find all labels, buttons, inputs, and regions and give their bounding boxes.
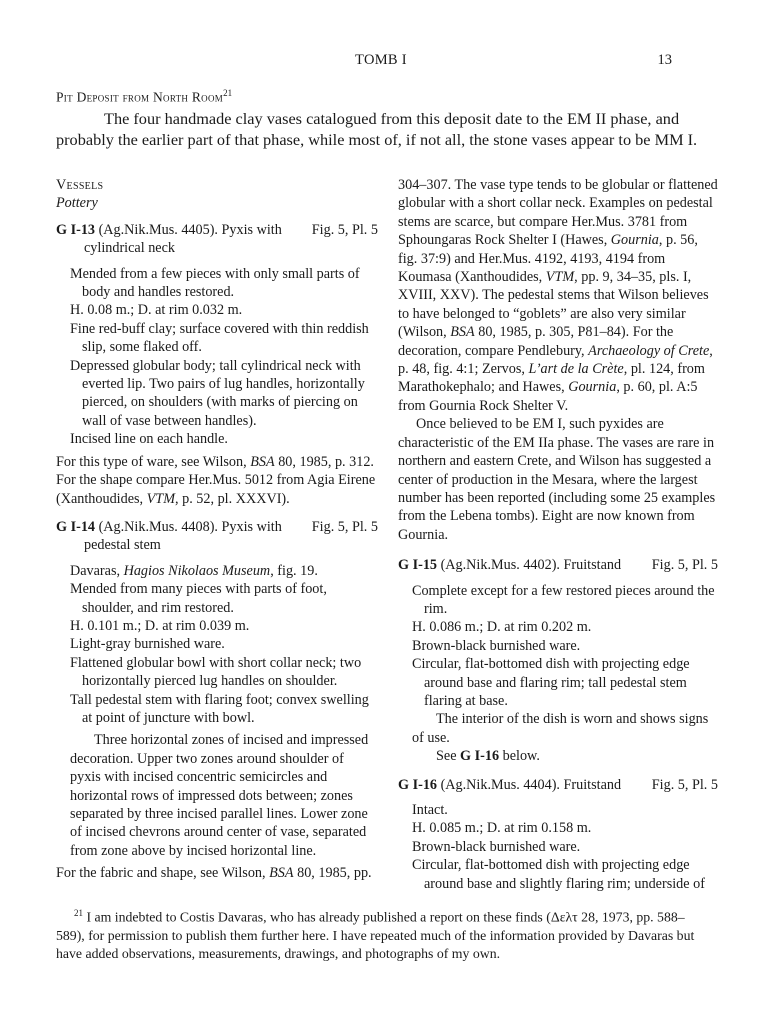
description-line: Mended from many pieces with parts of foot, shoulder, and rim restored. (70, 581, 327, 616)
museum-number: (Ag.Nik.Mus. 4404). (440, 776, 560, 793)
catalog-description (56, 562, 378, 861)
catalog-description (398, 801, 718, 893)
vase-name: Pyxis with pedestal stem (84, 518, 282, 554)
catalog-description (56, 265, 378, 449)
see-also-line: See G I-16 below. (436, 748, 540, 765)
catalog-id: G I-16 (398, 776, 438, 793)
description-line: Flattened globular bowl with short collar neck; two horizontally pierced lug handles on shoulder. (70, 654, 362, 690)
catalog-id: G I-14 (56, 518, 96, 535)
museum-number: (Ag.Nik.Mus. 4402). (440, 557, 560, 574)
commentary-paragraph: For this type of ware, see Wilson, BSA 80, 1985, p. 312. For the shape compare Her.Mus. 5012 from Agia Eirene (Xanthoudides, VTM, p. 52, pl. XXXVI). (56, 453, 376, 507)
commentary-paragraph: For the fabric and shape, see Wilson, BSA 80, 1985, pp. (56, 865, 372, 882)
figure-reference: Fig. 5, Pl. 5 (311, 221, 378, 238)
description-line: Tall pedestal stem with flaring foot; convex swelling at point of juncture with bowl. (70, 691, 369, 726)
description-line: Depressed globular body; tall cylindrical neck with everted lip. Two pairs of lug handles, horizontally pierced, on shoulders (with marks of piercing on wall of vase between handles). (70, 357, 365, 429)
description-line: Complete except for a few restored pieces around the rim. (412, 582, 715, 617)
description-line: H. 0.086 m.; D. at rim 0.202 m. (412, 619, 592, 636)
catalog-description (398, 582, 718, 766)
description-line: Brown-black burnished ware. (412, 838, 581, 855)
running-head: TOMB I (355, 52, 407, 68)
vase-name: Fruitstand (563, 557, 622, 574)
figure-reference: Fig. 5, Pl. 5 (311, 518, 378, 535)
footnote-number: 21 (74, 908, 83, 918)
description-line: Circular, flat-bottomed dish with projecting edge around base and flaring rim; tall pedestal stem flaring at base. (412, 656, 690, 709)
description-line: Incised line on each handle. (70, 431, 228, 448)
catalog-entry-header (56, 518, 378, 555)
description-line: H. 0.101 m.; D. at rim 0.039 m. (70, 617, 250, 634)
publication-line: Davaras, Hagios Nikolaos Museum, fig. 19. (70, 562, 318, 579)
description-line: H. 0.085 m.; D. at rim 0.158 m. (412, 820, 592, 837)
museum-number: (Ag.Nik.Mus. 4408). (98, 518, 218, 535)
footnote-text: I am indebted to Costis Davaras, who has already published a report on these finds (Δελτ 28, 1973, pp. 588–589), for permission to publish them further here. I have repeated much of the information provided by Davaras but have added observations, measurements, drawings, and photographs of my own. (56, 909, 695, 961)
section-title-text: Pit Deposit from North Room (56, 89, 224, 105)
description-line: Circular, flat-bottomed dish with projecting edge around base and slightly flaring rim; underside of (412, 857, 705, 892)
catalog-entry-header (398, 776, 718, 794)
footnote-reference: 21 (223, 88, 233, 98)
museum-number: (Ag.Nik.Mus. 4405). (98, 221, 218, 238)
vase-name: Pyxis with cylindrical neck (84, 221, 282, 257)
vase-name: Fruitstand (563, 776, 622, 793)
intro-paragraph: The four handmade clay vases catalogued from this deposit date to the EM II phase, and probably the earlier part of that phase, while most of, if not all, the stone vases appear to be MM I. (56, 109, 698, 149)
catalog-id: G I-15 (398, 557, 438, 574)
commentary-continuation: 304–307. The vase type tends to be globular or flattened globular with a short collar neck. Examples on pedestal stems are scarce, but compare Her.Mus. 3781 from Sphoungaras Rock Shelter I (Hawes, Gournia, p. 56, fig. 37:9) and Her.Mus. 4192, 4193, 4194 from Koumasa (Xanthoudides, VTM, pp. 9, 34–35, pls. I, XVIII, XXV). The pedestal stems that Wilson believes to have belonged to “goblets” are also very similar (Wilson, BSA 80, 1985, p. 305, P81–84). For the decoration, compare Pendlebury, Archaeology of Crete, p. 48, fig. 4:1; Zervos, L’art de la Crète, pl. 124, from Marathokephalo; and Hawes, Gournia, p. 60, pl. A:5 from Gournia Rock Shelter V. (398, 177, 718, 414)
decoration-paragraph: Three horizontal zones of incised and impressed decoration. Upper two zones around shoulder of pyxis with incised concentric semicircles and horizontal rows of impressed dots between; zones separated by three incised parallel lines. Lower zone of incised chevrons around center of vase, separated from zone above by incised horizontal line. (70, 732, 369, 859)
figure-reference: Fig. 5, Pl. 5 (651, 557, 718, 574)
description-line: Intact. (412, 802, 448, 818)
note-line: The interior of the dish is worn and shows signs of use. (412, 711, 709, 746)
pottery-heading: Pottery (56, 195, 98, 212)
section-title (56, 88, 232, 106)
figure-reference: Fig. 5, Pl. 5 (651, 776, 718, 793)
page-number: 13 (657, 52, 672, 68)
description-line: H. 0.08 m.; D. at rim 0.032 m. (70, 302, 243, 319)
catalog-id: G I-13 (56, 221, 96, 238)
description-line: Mended from a few pieces with only small parts of body and handles restored. (70, 265, 360, 301)
vessels-heading: Vessels (56, 177, 104, 193)
description-line: Brown-black burnished ware. (412, 637, 581, 654)
commentary-paragraph: Once believed to be EM I, such pyxides are characteristic of the EM IIa phase. The vases are rare in northern and eastern Crete, and Wilson has suggested a center of production in the Mesara, where the largest number has been reported (including some 25 examples from the Lebena tombs). Eight are now known from Gournia. (398, 416, 716, 543)
right-column (398, 176, 718, 893)
catalog-entry-header (398, 556, 718, 574)
description-line: Light-gray burnished ware. (70, 636, 225, 653)
description-line: Fine red-buff clay; surface covered with thin reddish slip, some flaked off. (70, 320, 369, 356)
catalog-entry-header (56, 221, 378, 258)
left-column (56, 176, 378, 883)
footnote (56, 904, 706, 963)
